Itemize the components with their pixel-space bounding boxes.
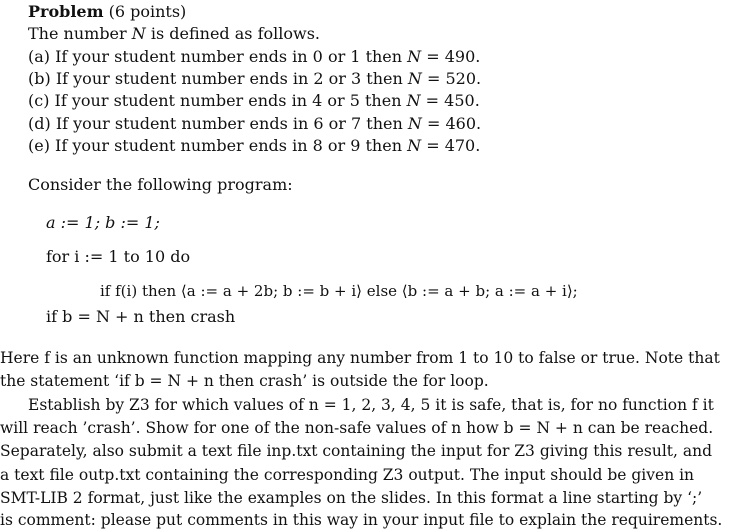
option-rest: = 470. <box>421 136 481 155</box>
option-prefix: (e) If your student number ends in 8 or 9 then <box>28 136 403 155</box>
para-line-5: Separately, also submit a text file inp.txt containing the input for Z3 giving this result, and <box>0 442 713 460</box>
para-line-1: Here f is an unknown function mapping any number from 1 to 10 to false or true. Note that <box>0 349 720 367</box>
intro-post: is defined as follows. <box>150 24 321 43</box>
option-rest: = 490. <box>421 47 481 66</box>
program-line-for: for i := 1 to 10 do <box>46 247 191 266</box>
option-c <box>28 91 480 111</box>
program-intro: Consider the following program: <box>28 175 293 194</box>
option-rest: = 460. <box>421 114 482 133</box>
program-line-init: a := 1; b := 1; <box>46 213 160 232</box>
para-line-6: a text file outp.txt containing the corresponding Z3 output. The input should be given in <box>0 466 695 484</box>
problem-title: Problem <box>28 2 104 21</box>
option-prefix: (c) If your student number ends in 4 or 5 then <box>28 91 402 110</box>
para-line-2: the statement ‘if b = N + n then crash’ is outside the for loop. <box>0 372 489 390</box>
para-line-4: will reach ’crash’. Show for one of the non-safe values of n how b = N + n can be reached. <box>0 419 714 437</box>
para-line-7: SMT-LIB 2 format, just like the examples on the slides. In this format a line starting by ‘;’ <box>0 489 703 507</box>
option-rest: = 520. <box>421 69 482 88</box>
problem-intro <box>28 24 320 44</box>
option-prefix: (a) If your student number ends in 0 or 1 then <box>28 47 403 66</box>
program-line-crash: if b = N + n then crash <box>46 307 236 326</box>
problem-points: (6 points) <box>108 2 187 21</box>
option-var: N <box>407 69 422 88</box>
intro-pre: The number <box>28 24 127 43</box>
option-prefix: (b) If your student number ends in 2 or 3 then <box>28 69 403 88</box>
option-a <box>28 47 480 67</box>
option-var: N <box>407 114 422 133</box>
intro-var: N <box>131 24 146 43</box>
option-var: N <box>407 47 422 66</box>
problem-header <box>28 2 186 22</box>
option-e <box>28 136 480 156</box>
option-d <box>28 114 481 134</box>
option-var: N <box>406 91 421 110</box>
option-var: N <box>407 136 422 155</box>
option-rest: = 450. <box>420 91 480 110</box>
option-prefix: (d) If your student number ends in 6 or 7 then <box>28 114 403 133</box>
para-line-8: is comment: please put comments in this way in your input file to explain the requirements. <box>0 511 723 529</box>
option-b <box>28 69 481 89</box>
para-line-3: Establish by Z3 for which values of n = 1, 2, 3, 4, 5 it is safe, that is, for no function f it <box>28 396 714 414</box>
program-line-if: if f(i) then ⟨a := a + 2b; b := b + i⟩ else ⟨b := a + b; a := a + i⟩; <box>100 282 578 300</box>
